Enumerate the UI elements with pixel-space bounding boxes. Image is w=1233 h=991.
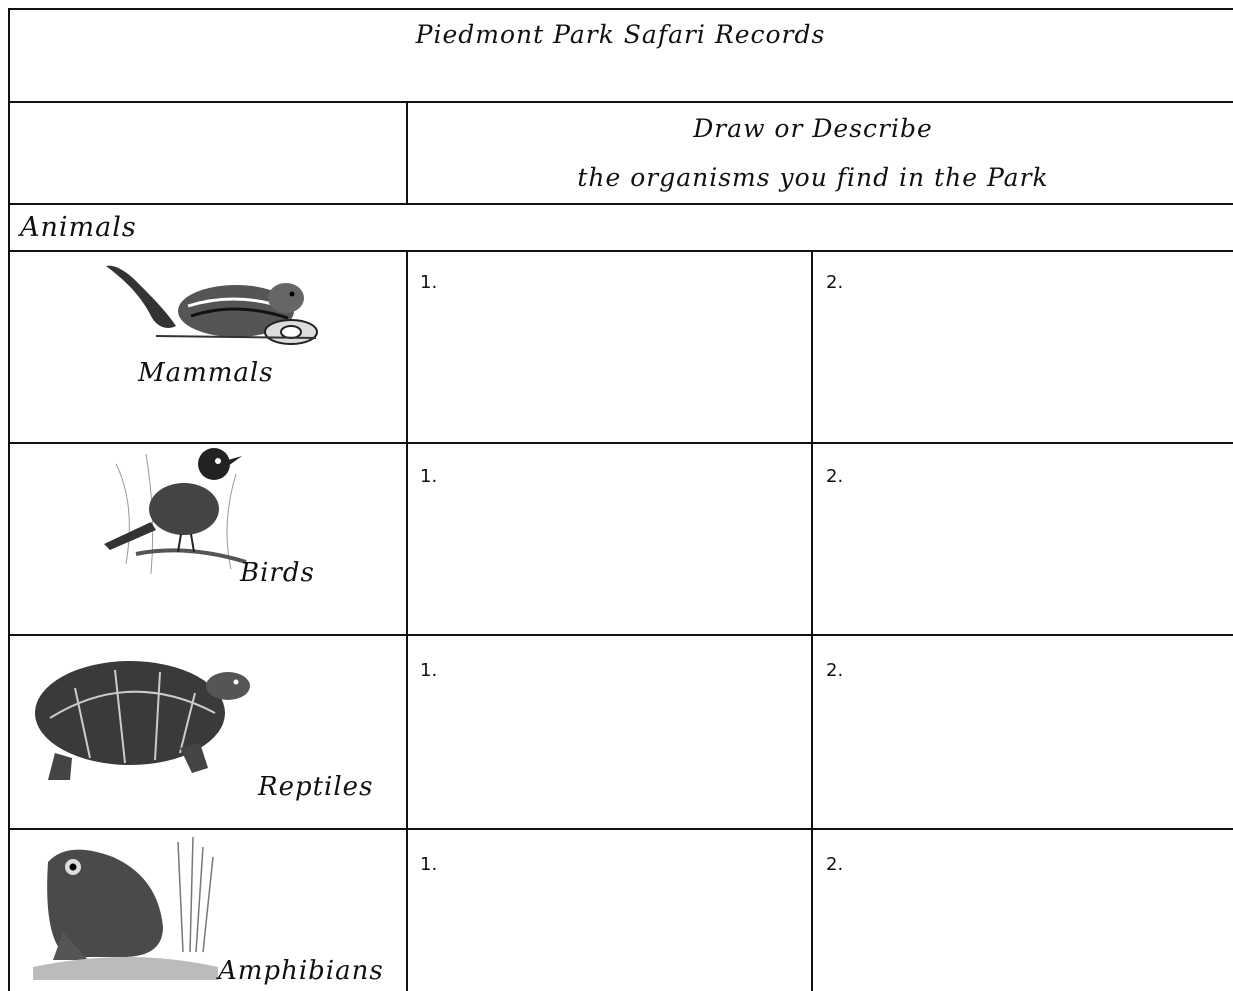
turtle-illustration bbox=[30, 648, 252, 788]
vline-2 bbox=[811, 250, 813, 991]
toad-illustration bbox=[28, 832, 228, 982]
row-label-amphibians: Amphibians bbox=[218, 956, 384, 986]
divider-row-3 bbox=[8, 828, 1233, 830]
entry-number-2: 2. bbox=[826, 660, 844, 681]
row-label-mammals: Mammals bbox=[138, 358, 274, 388]
row-label-reptiles: Reptiles bbox=[258, 772, 374, 802]
entry-number-1: 1. bbox=[420, 660, 438, 681]
entry-number-1: 1. bbox=[420, 272, 438, 293]
robin-illustration bbox=[96, 444, 256, 584]
instruction-line-2: the organisms you find in the Park bbox=[577, 163, 1049, 192]
vline-1 bbox=[406, 250, 408, 991]
instruction-line-1: Draw or Describe bbox=[693, 114, 933, 143]
entry-number-1: 1. bbox=[420, 854, 438, 875]
entry-number-2: 2. bbox=[826, 466, 844, 487]
border-top bbox=[8, 8, 1233, 10]
page-title: Piedmont Park Safari Records bbox=[415, 20, 826, 49]
divider-row-2 bbox=[8, 634, 1233, 636]
row-label-birds: Birds bbox=[240, 558, 315, 588]
entry-number-2: 2. bbox=[826, 272, 844, 293]
chipmunk-illustration bbox=[96, 256, 336, 348]
border-left bbox=[8, 8, 10, 991]
entry-number-2: 2. bbox=[826, 854, 844, 875]
entry-number-1: 1. bbox=[420, 466, 438, 487]
divider-header bbox=[8, 203, 1233, 205]
section-heading: Animals bbox=[20, 212, 137, 243]
divider-title bbox=[8, 101, 1233, 103]
divider-section bbox=[8, 250, 1233, 252]
worksheet bbox=[8, 8, 1233, 991]
